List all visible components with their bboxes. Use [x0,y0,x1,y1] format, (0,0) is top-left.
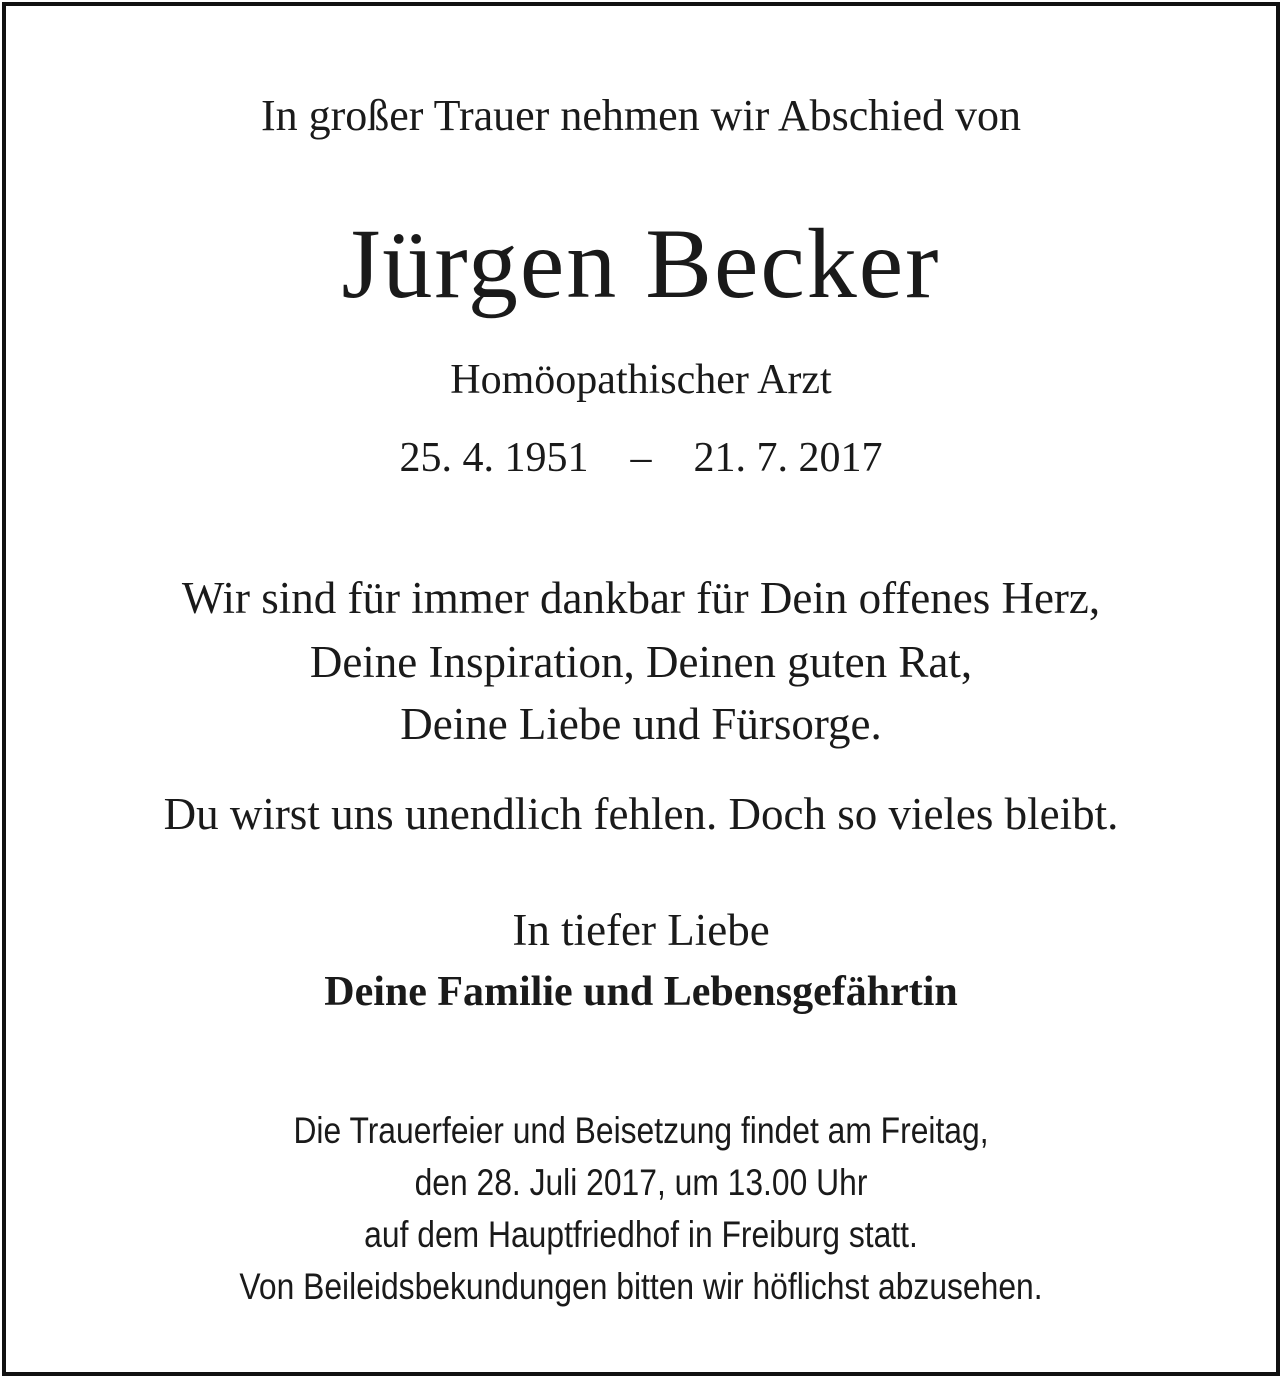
funeral-info-line: auf dem Hauptfriedhof in Freiburg statt. [364,1214,918,1255]
verse-line: Deine Inspiration, Deinen guten Rat, [309,637,973,687]
deceased-name: Jürgen Becker [341,208,941,319]
closing-line: In tiefer Liebe [512,905,770,955]
verse-line: Deine Liebe und Fürsorge. [400,699,882,749]
funeral-info-line: Die Trauerfeier und Beisetzung findet am Freitag, [293,1110,989,1151]
death-date: 21. 7. 2017 [693,435,883,481]
life-dates [6,434,1276,482]
signature-line: Deine Familie und Lebensgefährtin [324,969,958,1015]
intro-line: In großer Trauer nehmen wir Abschied von [260,91,1022,140]
verse-line: Du wirst uns unendlich fehlen. Doch so vieles bleibt. [163,789,1119,839]
profession-line: Homöopathischer Arzt [450,357,832,403]
birth-date: 25. 4. 1951 [399,435,589,481]
obituary-frame [2,2,1280,1376]
funeral-info-line: Von Beileidsbekundungen bitten wir höflichst abzusehen. [239,1266,1043,1307]
verse-line: Wir sind für immer dankbar für Dein offenes Herz, [181,573,1101,623]
date-separator: – [630,435,652,481]
funeral-info-line: den 28. Juli 2017, um 13.00 Uhr [414,1162,868,1203]
